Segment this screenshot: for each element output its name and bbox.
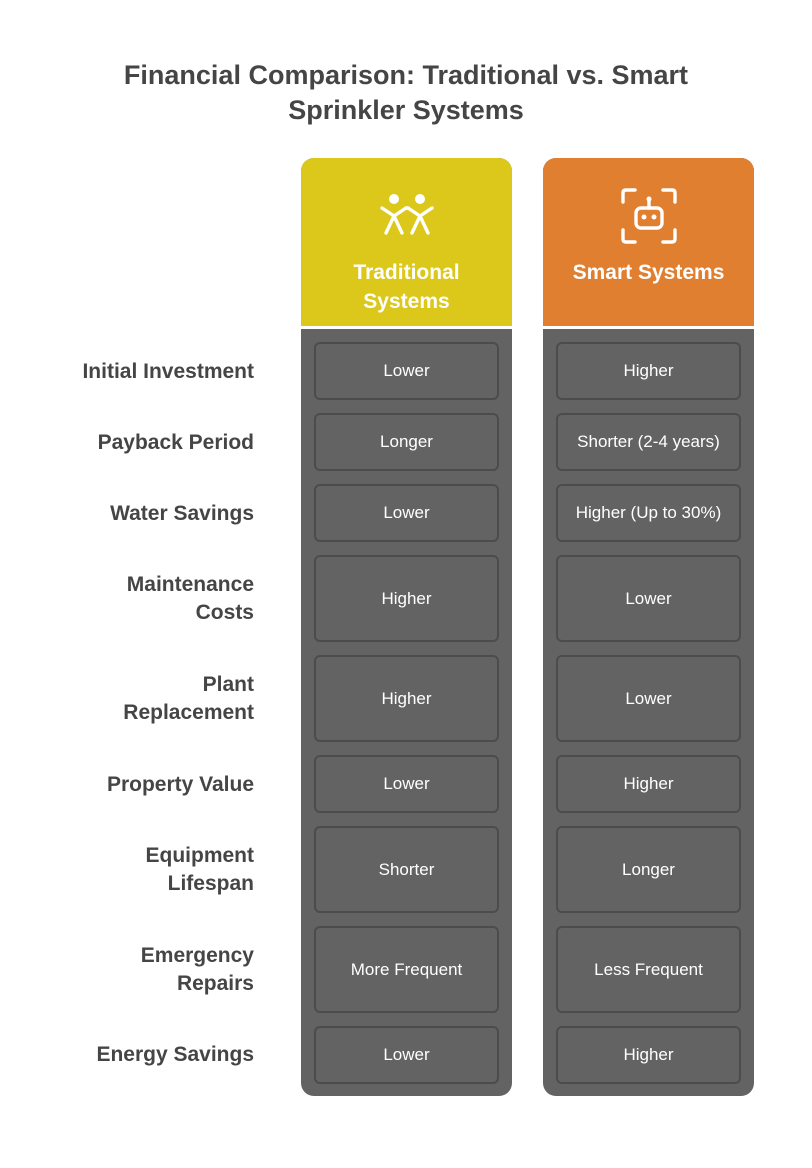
cell-smart-property-value: Higher — [556, 755, 741, 813]
title-line-1: Financial Comparison: Traditional vs. Smart — [123, 60, 689, 90]
cell-smart-payback-period: Shorter (2-4 years) — [556, 413, 741, 471]
cell-traditional-plant-replacement: Higher — [314, 655, 499, 742]
row-label-initial-investment: Initial Investment — [82, 360, 254, 383]
row-label-payback-period: Payback Period — [97, 431, 254, 454]
cell-traditional-energy-savings: Lower — [314, 1026, 499, 1084]
row-label-emergency-repairs: Emergency Repairs — [140, 944, 254, 995]
row-label-property-value: Property Value — [106, 773, 254, 796]
row-label-plant-replacement: Plant Replacement — [123, 673, 254, 724]
cell-traditional-equipment-lifespan: Shorter — [314, 826, 499, 913]
column-header-smart — [543, 158, 754, 329]
cell-smart-plant-replacement: Lower — [556, 655, 741, 742]
cell-traditional-payback-period: Longer — [314, 413, 499, 471]
cell-traditional-maintenance-costs: Higher — [314, 555, 499, 642]
column-label-smart: Smart Systems — [572, 261, 725, 284]
robot-scan-icon — [619, 186, 679, 246]
cell-smart-maintenance-costs: Lower — [556, 555, 741, 642]
cell-smart-water-savings: Higher (Up to 30%) — [556, 484, 741, 542]
cell-traditional-water-savings: Lower — [314, 484, 499, 542]
people-holding-hands-icon — [377, 186, 437, 246]
row-label-energy-savings: Energy Savings — [96, 1043, 254, 1066]
cell-traditional-property-value: Lower — [314, 755, 499, 813]
cell-smart-emergency-repairs: Less Frequent — [556, 926, 741, 1013]
cell-smart-energy-savings: Higher — [556, 1026, 741, 1084]
column-traditional — [301, 158, 512, 1096]
row-label-equipment-lifespan: Equipment Lifespan — [145, 844, 254, 895]
title-line-2: Sprinkler Systems — [288, 95, 524, 125]
column-smart — [543, 158, 754, 1096]
row-label-maintenance-costs: Maintenance Costs — [126, 573, 254, 624]
column-label-traditional: Traditional Systems — [353, 261, 460, 313]
cell-traditional-initial-investment: Lower — [314, 342, 499, 400]
row-label-water-savings: Water Savings — [110, 502, 254, 525]
column-header-traditional — [301, 158, 512, 329]
cell-smart-initial-investment: Higher — [556, 342, 741, 400]
cell-traditional-emergency-repairs: More Frequent — [314, 926, 499, 1013]
page-title — [0, 58, 812, 128]
cell-smart-equipment-lifespan: Longer — [556, 826, 741, 913]
